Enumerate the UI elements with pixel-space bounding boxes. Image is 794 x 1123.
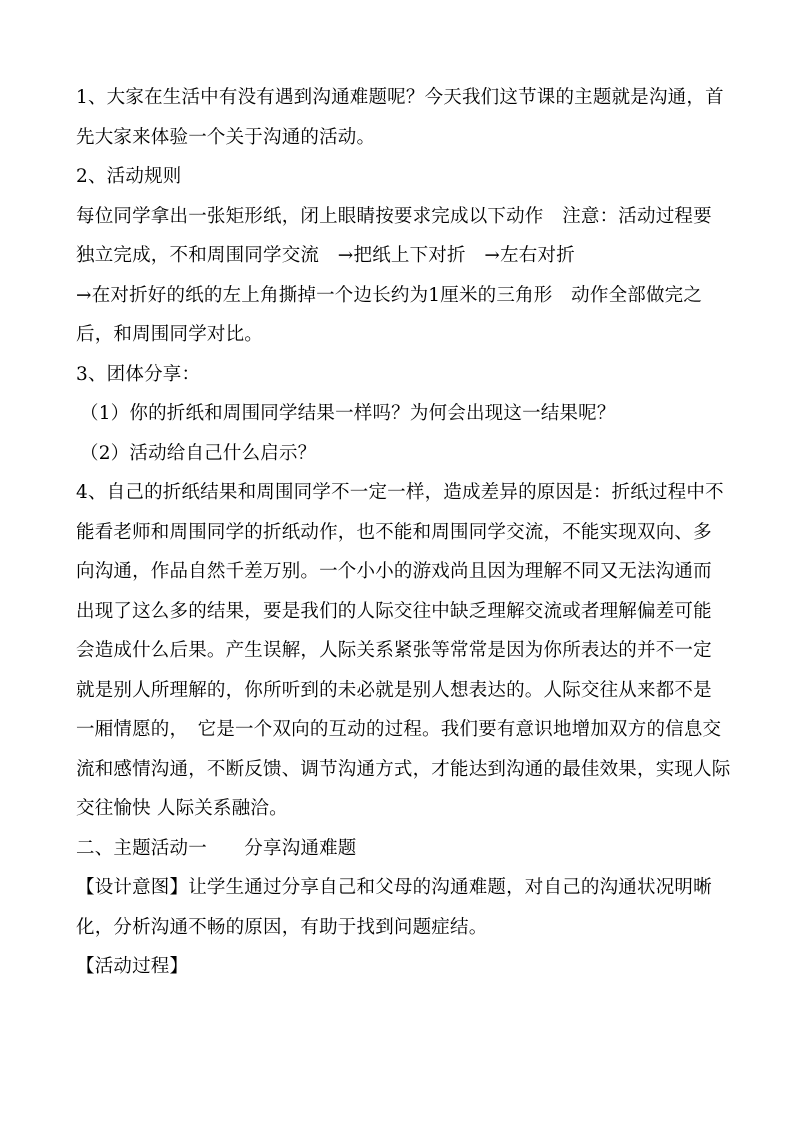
text-line: 一厢情愿的， 它是一个双向的互动的过程。我们要有意识地增加双方的信息交 <box>76 719 722 740</box>
text-line: 交往愉快 人际关系融洽。 <box>76 798 288 819</box>
section-heading: 3、团体分享： <box>76 363 201 385</box>
text-line: 向沟通，作品自然千差万别。一个小小的游戏尚且因为理解不同又无法沟通而 <box>76 561 712 582</box>
text-line: 独立完成，不和周围同学交流 →把纸上下对折 →左右对折 <box>76 245 575 266</box>
text-line: 后，和周围同学对比。 <box>76 324 264 345</box>
text-line: 流和感情沟通，不断反馈、调节沟通方式，才能达到沟通的最佳效果，实现人际 <box>76 758 731 780</box>
section-heading: 二、主题活动一 分享沟通难题 <box>76 837 357 859</box>
question-item: （1）你的折纸和周围同学结果一样吗？为何会出现这一结果呢？ <box>80 403 616 424</box>
question-item: （2）活动给自己什么启示？ <box>80 442 317 464</box>
section-heading: 【活动过程】 <box>76 956 189 977</box>
text-line: 会造成什么后果。产生误解，人际关系紧张等常常是因为你所表达的并不一定 <box>76 640 712 661</box>
text-line: 每位同学拿出一张矩形纸，闭上眼睛按要求完成以下动作 注意：活动过程要 <box>76 205 712 227</box>
text-line: 4、自己的折纸结果和周围同学不一定一样，造成差异的原因是：折纸过程中不 <box>76 482 724 503</box>
text-line: 化，分析沟通不畅的原因，有助于找到问题症结。 <box>76 916 488 938</box>
text-line: 先大家来体验一个关于沟通的活动。 <box>76 126 376 148</box>
text-line: 能看老师和周围同学的折纸动作，也不能和周围同学交流，不能实现双向、多 <box>76 521 712 543</box>
section-heading: 2、活动规则 <box>76 166 182 187</box>
document-body <box>76 78 731 987</box>
text-line: →在对折好的纸的左上角撕掉一个边长约为1厘米的三角形 动作全部做完之 <box>76 284 703 306</box>
text-line: 【设计意图】让学生通过分享自己和父母的沟通难题，对自己的沟通状况明晰 <box>76 877 712 898</box>
text-line: 出现了这么多的结果，要是我们的人际交往中缺乏理解交流或者理解偏差可能 <box>76 600 712 622</box>
text-line: 1、大家在生活中有没有遇到沟通难题呢？今天我们这节课的主题就是沟通，首 <box>76 87 724 108</box>
text-line: 就是别人所理解的，你所听到的未必就是别人想表达的。人际交往从来都不是 <box>76 679 712 701</box>
